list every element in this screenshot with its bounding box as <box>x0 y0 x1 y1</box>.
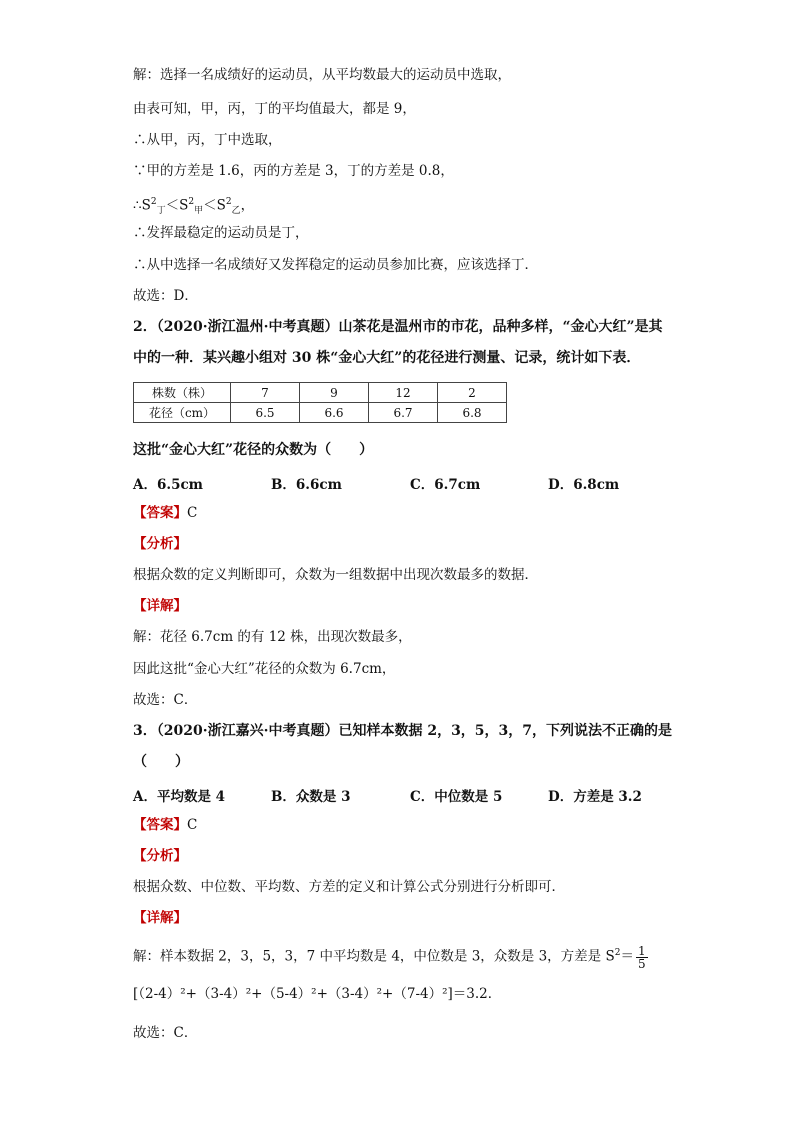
fraction: $\frac{1}{5}$ <box>637 943 646 971</box>
answer-value: C <box>187 817 198 833</box>
option-a: A．平均数是 4 <box>133 789 226 805</box>
variance-symbol: ∴S <box>133 197 151 214</box>
solution-line: 解：选择一名成绩好的运动员，从平均数最大的运动员中选取， <box>133 67 511 83</box>
detail-line: 故选：C． <box>133 692 198 708</box>
answer-line <box>133 816 197 834</box>
detail-tag: 【详解】 <box>133 598 187 614</box>
table-cell: 6.7 <box>369 403 438 423</box>
detail-line-formula: [（2-4）²+（3-4）²+（5-4）²+（3-4）²+（7-4）²]＝3.2． <box>133 986 502 1002</box>
detail-tag: 【详解】 <box>133 910 187 926</box>
detail-line-variance: 解：样本数据 2，3，5，3，7 中平均数是 4，中位数是 3，众数是 3，方差是 $S^2=$ $\frac{1}{5}$ <box>133 943 646 971</box>
option-c: C．中位数是 5 <box>410 789 503 805</box>
analysis-tag: 【分析】 <box>133 536 187 552</box>
analysis-tag: 【分析】 <box>133 848 187 864</box>
option-c: C．6.7cm <box>410 477 481 493</box>
option-b: B．众数是 3 <box>271 789 351 805</box>
solution-line: ∴从甲，丙，丁中选取， <box>133 132 282 148</box>
option-b: B．6.6cm <box>271 477 342 493</box>
question-3-text: （ ） <box>133 754 189 770</box>
table-cell: 9 <box>300 383 369 403</box>
table-row <box>134 383 507 403</box>
answer-tag: 【答案】 <box>133 817 187 833</box>
option-d: D．方差是 3.2 <box>548 789 642 805</box>
table-header-cell: 株数（株） <box>134 383 231 403</box>
question-2-text: 中的一种．某兴趣小组对 30 株“金心大红”的花径进行测量、记录，统计如下表． <box>133 350 641 366</box>
table-cell: 12 <box>369 383 438 403</box>
solution-line: ∴从中选择一名成绩好又发挥稳定的运动员参加比赛，应该选择丁． <box>133 257 538 273</box>
analysis-text: 根据众数的定义判断即可，众数为一组数据中出现次数最多的数据． <box>133 567 538 583</box>
solution-line: 故选：D． <box>133 288 198 304</box>
solution-line: ∴发挥最稳定的运动员是丁， <box>133 225 309 241</box>
table-cell: 6.5 <box>231 403 300 423</box>
table-cell: 7 <box>231 383 300 403</box>
analysis-text: 根据众数、中位数、平均数、方差的定义和计算公式分别进行分析即可． <box>133 879 565 895</box>
answer-tag: 【答案】 <box>133 505 187 521</box>
detail-line: 因此这批“金心大红”花径的众数为 6.7cm， <box>133 661 396 677</box>
flower-data-table <box>133 382 507 423</box>
question-2-stem: 这批“金心大红”花径的众数为（ ） <box>133 442 374 458</box>
table-cell: 6.6 <box>300 403 369 423</box>
option-d: D．6.8cm <box>548 477 620 493</box>
table-cell: 6.8 <box>438 403 507 423</box>
solution-line: 由表可知，甲，丙，丁的平均值最大，都是 9， <box>133 101 416 117</box>
solution-line: ∵甲的方差是 1.6，丙的方差是 3，丁的方差是 0.8， <box>133 163 454 179</box>
question-2-text: 2．（2020·浙江温州·中考真题）山茶花是温州市的市花，品种多样，“金心大红”是其 <box>133 319 663 335</box>
detail-line: 解：花径 6.7cm 的有 12 株，出现次数最多， <box>133 629 412 645</box>
detail-line: 故选：C． <box>133 1025 198 1041</box>
option-a: A．6.5cm <box>133 477 203 493</box>
answer-line <box>133 504 197 522</box>
answer-value: C <box>187 505 198 521</box>
table-header-cell: 花径（cm） <box>134 403 231 423</box>
table-cell: 2 <box>438 383 507 403</box>
variance-comparison: $\therefore S^2_丁<S^2_甲<S^2_乙$， <box>133 197 255 217</box>
table-row <box>134 403 507 423</box>
question-3-text: 3．（2020·浙江嘉兴·中考真题）已知样本数据 2，3，5，3，7，下列说法不正确的是 <box>133 723 673 739</box>
